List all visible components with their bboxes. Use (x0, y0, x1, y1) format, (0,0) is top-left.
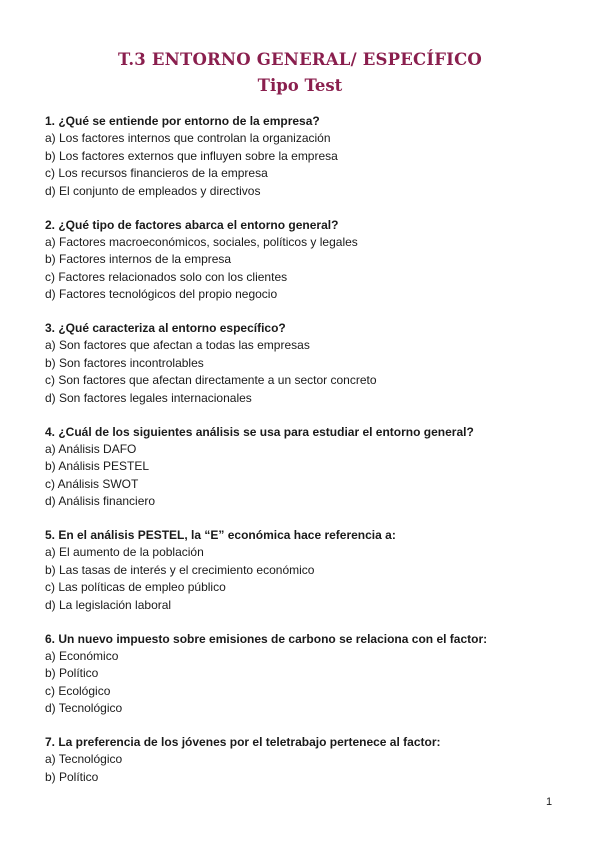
option-a: a) Tecnológico (45, 752, 123, 766)
question-text: 1. ¿Qué se entiende por entorno de la empresa? (45, 114, 320, 128)
question-1 (45, 112, 565, 200)
option-b: b) Factores internos de la empresa (45, 252, 232, 266)
document-subtitle: Tipo Test (257, 76, 343, 95)
question-2 (45, 216, 565, 304)
option-c: c) Ecológico (45, 683, 111, 698)
option-d: d) Análisis financiero (45, 494, 156, 508)
option-a: a) Análisis DAFO (45, 441, 137, 456)
page-number: 1 (546, 796, 553, 808)
option-d: d) Factores tecnológicos del propio negocio (45, 287, 278, 301)
option-c: c) Las políticas de empleo público (45, 580, 226, 594)
question-text: 7. La preferencia de los jóvenes por el teletrabajo pertenece al factor: (45, 735, 441, 749)
question-text: 4. ¿Cuál de los siguientes análisis se usa para estudiar el entorno general? (45, 424, 474, 439)
option-b: b) Las tasas de interés y el crecimiento económico (45, 562, 315, 577)
option-d: d) La legislación laboral (45, 597, 172, 612)
option-a: a) Factores macroeconómicos, sociales, políticos y legales (45, 234, 358, 249)
question-7 (45, 733, 565, 786)
option-d: d) Tecnológico (45, 701, 123, 715)
option-b: b) Son factores incontrolables (45, 355, 204, 370)
option-c: c) Son factores que afectan directamente a un sector concreto (45, 373, 377, 387)
question-text: 2. ¿Qué tipo de factores abarca el entorno general? (45, 217, 339, 232)
option-b: b) Análisis PESTEL (45, 459, 150, 473)
option-a: a) Los factores internos que controlan la organización (45, 131, 331, 145)
option-b: b) Los factores externos que influyen sobre la empresa (45, 148, 338, 163)
option-a: a) El aumento de la población (45, 545, 204, 559)
question-text: 5. En el análisis PESTEL, la “E” económica hace referencia a: (45, 528, 396, 542)
question-text: 6. Un nuevo impuesto sobre emisiones de carbono se relaciona con el factor: (45, 631, 488, 646)
question-list (45, 112, 565, 802)
option-b: b) Político (45, 769, 99, 784)
option-a: a) Económico (45, 648, 119, 663)
option-a: a) Son factores que afectan a todas las empresas (45, 338, 310, 352)
question-text: 3. ¿Qué caracteriza al entorno específico? (45, 321, 286, 335)
question-6 (45, 630, 565, 718)
option-c: c) Análisis SWOT (45, 476, 139, 491)
document-title: T.3 ENTORNO GENERAL/ ESPECÍFICO (117, 50, 483, 69)
option-d: d) El conjunto de empleados y directivos (45, 183, 261, 198)
option-c: c) Los recursos financieros de la empresa (45, 166, 268, 180)
question-4 (45, 423, 565, 511)
option-c: c) Factores relacionados solo con los clientes (45, 269, 288, 284)
option-b: b) Político (45, 666, 99, 680)
option-d: d) Son factores legales internacionales (45, 390, 252, 405)
question-5 (45, 526, 565, 614)
question-3 (45, 319, 565, 407)
